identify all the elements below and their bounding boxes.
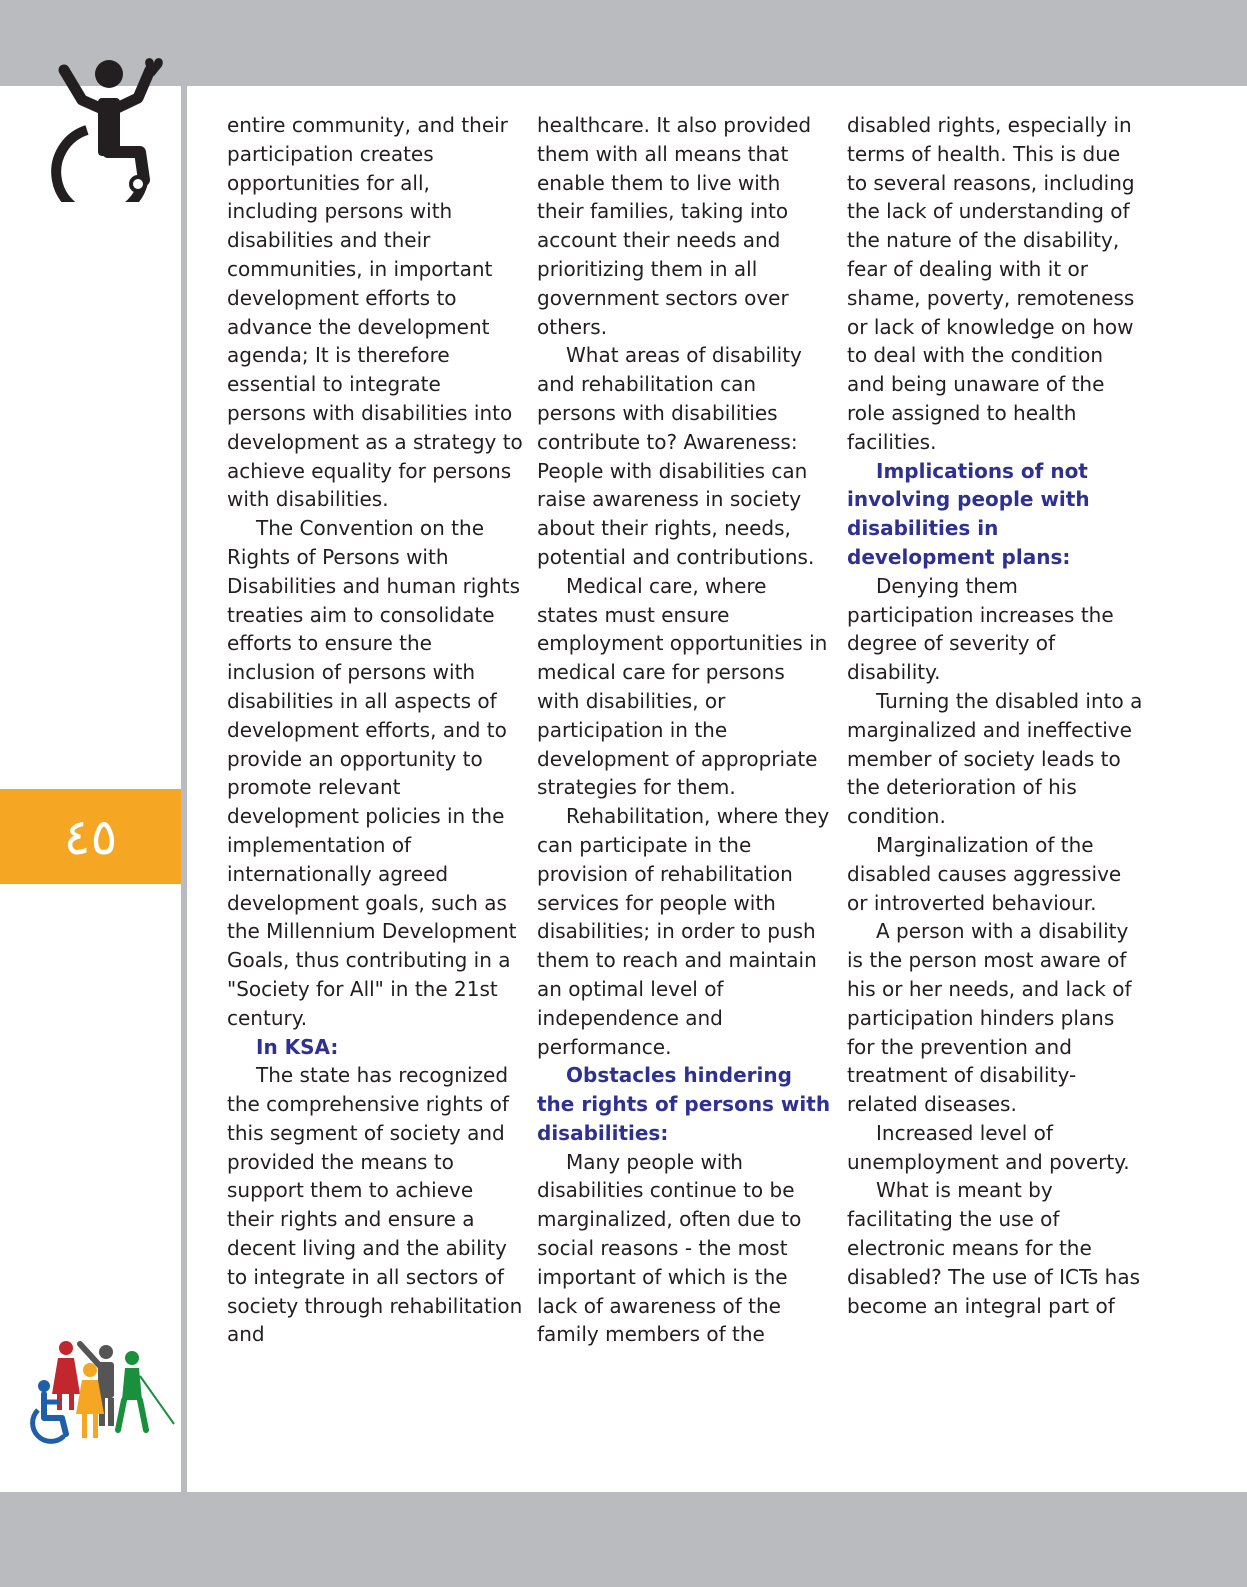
section-heading: Obstacles hindering the rights of persons with disabilities:: [537, 1063, 831, 1145]
page-number: ٤٥: [0, 789, 181, 884]
section-heading: Implications of not involving people with disabilities in development plans:: [847, 458, 1090, 569]
wheelchair-heart-icon: [42, 52, 172, 202]
paragraph: disabled rights, especially in terms of health. This is due to several reasons, including the lack of understanding of the nature of the disability, fear of dealing with it or shame, poverty, remoteness or lack of knowledge on how to deal with the condition and being unaware of the role assigned to health facilities.: [847, 113, 1135, 454]
paragraph: Turning the disabled into a marginalized and ineffective member of society leads to the deterioration of his condition.: [847, 688, 1143, 829]
section-heading: In KSA:: [256, 1034, 339, 1059]
text-column-1: [227, 111, 523, 1349]
paragraph: Increased level of unemployment and poverty.: [847, 1120, 1130, 1174]
paragraph: Rehabilitation, where they can participate in the provision of rehabilitation services for people with disabilities; in order to push them to reach and maintain an optimal level of independence and performance.: [537, 804, 830, 1059]
paragraph: What areas of disability and rehabilitation can persons with disabilities contribute to? Awareness: People with disabilities can raise awareness in society about their rights, needs, potential and contributions.: [537, 343, 815, 569]
text-column-3: [847, 111, 1143, 1320]
paragraph: The state has recognized the comprehensive rights of this segment of society and provided the means to support them to achieve their rights and ensure a decent living and the ability to integrate in all sectors of society through rehabilitation and: [227, 1063, 523, 1347]
text-column-2: [537, 111, 833, 1349]
paragraph: Many people with disabilities continue to be marginalized, often due to social reasons - the most important of which is the lack of awareness of the family members of the: [537, 1149, 802, 1347]
top-band: [0, 0, 1247, 86]
paragraph: Denying them participation increases the degree of severity of disability.: [847, 573, 1114, 685]
paragraph: The Convention on the Rights of Persons with Disabilities and human rights treaties aim to consolidate efforts to ensure the inclusion of persons with disabilities in all aspects of development efforts, and to provide an opportunity to promote relevant development policies in the implementation of internationally agreed development goals, such as the Millennium Development Goals, thus contributing in a "Society for All" in the 21st century.: [227, 516, 520, 1030]
people-group-logo: [24, 1338, 184, 1458]
paragraph: Marginalization of the disabled causes aggressive or introverted behaviour.: [847, 832, 1122, 915]
margin-rule: [181, 86, 187, 1492]
paragraph: Medical care, where states must ensure employment opportunities in medical care for persons with disabilities, or participation in the development of appropriate strategies for them.: [537, 573, 828, 800]
paragraph: healthcare. It also provided them with all means that enable them to live with their families, taking into account their needs and prioritizing them in all government sectors over others.: [537, 113, 812, 339]
bottom-band: [0, 1492, 1247, 1587]
paragraph: A person with a disability is the person most aware of his or her needs, and lack of participation hinders plans for the prevention and treatment of disability-related diseases.: [847, 919, 1132, 1117]
paragraph: entire community, and their participation creates opportunities for all, including persons with disabilities and their communities, in important development efforts to advance the development agenda; It is therefore essential to integrate persons with disabilities into development as a strategy to achieve equality for persons with disabilities.: [227, 113, 523, 512]
paragraph: What is meant by facilitating the use of electronic means for the disabled? The use of ICTs has become an integral part of: [847, 1178, 1140, 1318]
